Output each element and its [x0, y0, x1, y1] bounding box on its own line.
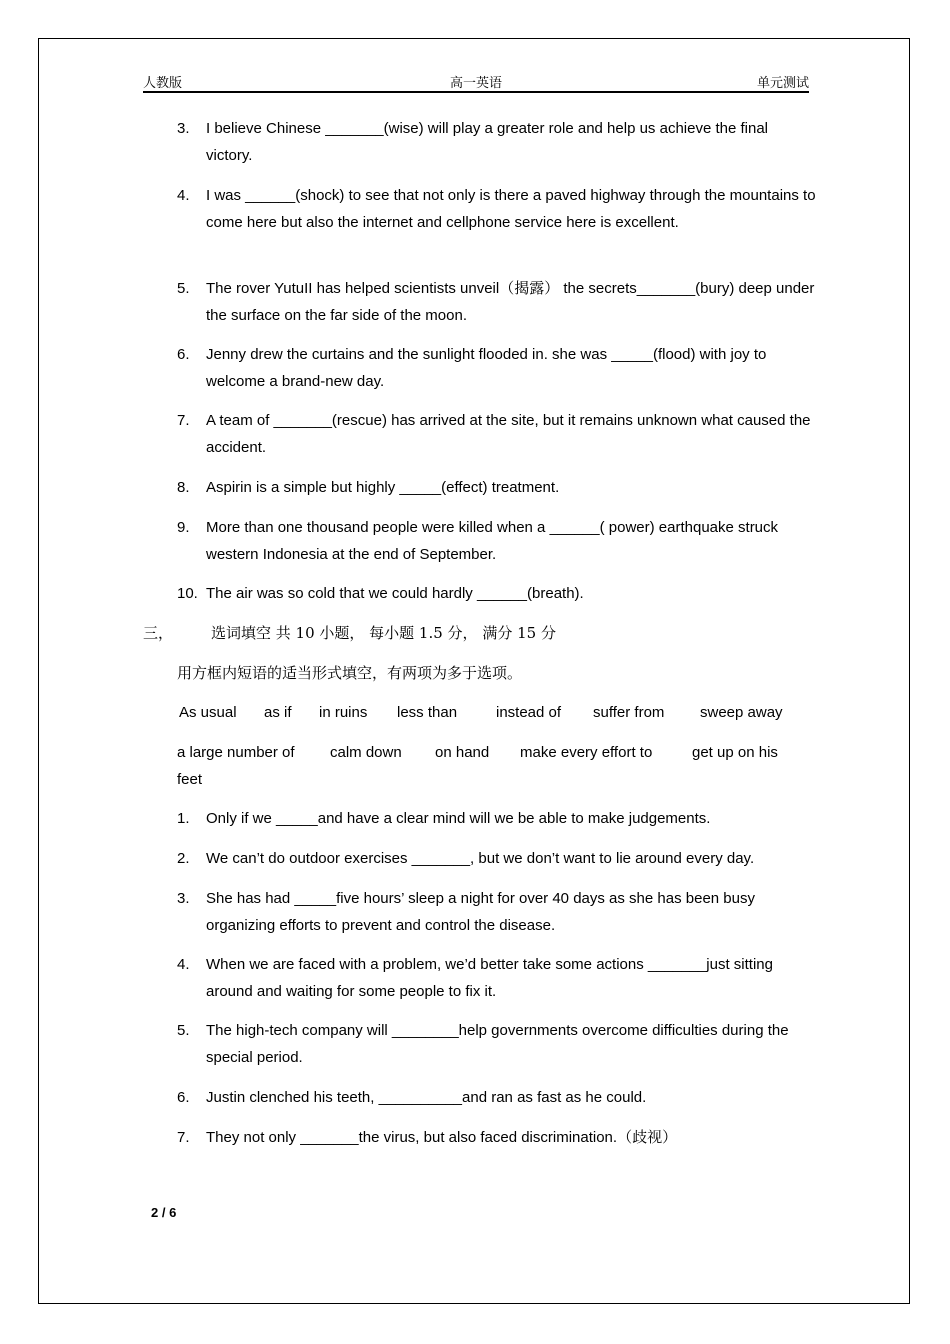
question-number: 7. — [177, 412, 190, 429]
question-item — [177, 885, 817, 939]
question-item — [177, 514, 817, 568]
word-bank-phrase: get up on his — [692, 744, 778, 761]
question-text: The rover YutuII has helped scientists unveil（揭露） the secrets_______(bury) deep under the surface on the far side of the moon. — [206, 280, 815, 324]
word-bank-phrase: a large number of — [177, 744, 295, 761]
word-bank-phrase: sweep away — [700, 704, 783, 721]
question-item — [177, 805, 817, 832]
question-number: 9. — [177, 519, 190, 536]
question-text: When we are faced with a problem, we’d better take some actions _______just sitting around and waiting for some people to fix it. — [206, 956, 773, 1000]
question-text: Only if we _____and have a clear mind will we be able to make judgements. — [206, 810, 711, 827]
word-bank-phrase: as if — [264, 704, 292, 721]
word-bank-phrase: calm down — [330, 744, 402, 761]
section-title: 选词填空 共 10 小题， 每小题 1.5 分， 满分 15 分 — [211, 624, 556, 642]
question-number: 8. — [177, 479, 190, 496]
word-bank-row — [177, 766, 817, 793]
question-text: More than one thousand people were killed when a ______( power) earthquake struck western Indonesia at the end of September. — [206, 519, 779, 563]
question-item — [177, 1017, 817, 1071]
question-text: I was ______(shock) to see that not only is there a paved highway through the mountains to come here but also the internet and cellphone service here is excellent. — [206, 187, 816, 231]
question-text: We can’t do outdoor exercises _______, but we don’t want to lie around every day. — [206, 850, 755, 867]
question-text: Aspirin is a simple but highly _____(effect) treatment. — [206, 479, 560, 496]
section-heading — [143, 620, 556, 647]
question-item — [177, 1124, 817, 1151]
page-header — [143, 72, 809, 93]
word-bank-phrase: make every effort to — [520, 744, 653, 761]
page-number: 2 / 6 — [151, 1205, 177, 1220]
question-text: A team of _______(rescue) has arrived at the site, but it remains unknown what caused the accident. — [206, 412, 811, 456]
question-number: 3. — [177, 890, 190, 907]
question-text: Justin clenched his teeth, __________and ran as fast as he could. — [206, 1089, 647, 1106]
header-subject: 高一英语 — [449, 76, 502, 91]
word-bank-phrase: feet — [177, 771, 203, 788]
question-number: 1. — [177, 810, 190, 827]
question-text: The high-tech company will ________help governments overcome difficulties during the special period. — [206, 1022, 789, 1066]
header-test-type: 单元测试 — [756, 76, 809, 91]
question-text: The air was so cold that we could hardly ______(breath). — [206, 585, 584, 602]
question-number: 4. — [177, 956, 190, 973]
question-text: They not only _______the virus, but also faced discrimination.（歧视） — [206, 1129, 678, 1146]
word-bank-phrase: suffer from — [593, 704, 665, 721]
question-item — [177, 275, 817, 329]
section-instruction: 用方框内短语的适当形式填空，有两项为多于选项。 — [177, 665, 523, 682]
word-bank-phrase: in ruins — [319, 704, 368, 721]
question-item — [177, 580, 817, 607]
question-number: 2. — [177, 850, 190, 867]
question-text: I believe Chinese _______(wise) will play a greater role and help us achieve the final victory. — [206, 120, 769, 164]
question-text: She has had _____five hours’ sleep a night for over 40 days as she has been busy organizing efforts to prevent and control the disease. — [206, 890, 755, 934]
word-bank-phrase: on hand — [435, 744, 490, 761]
question-item — [177, 341, 817, 395]
question-item — [177, 115, 817, 169]
word-bank-phrase: instead of — [496, 704, 562, 721]
question-number: 6. — [177, 346, 190, 363]
question-number: 6. — [177, 1089, 190, 1106]
question-number: 5. — [177, 280, 190, 297]
question-number: 3. — [177, 120, 190, 137]
question-item — [177, 182, 817, 236]
question-item — [177, 845, 817, 872]
question-number: 10. — [177, 585, 198, 602]
section-number: 三， — [143, 624, 174, 642]
header-publisher: 人教版 — [143, 76, 183, 91]
word-bank-phrase: As usual — [179, 704, 237, 721]
question-text: Jenny drew the curtains and the sunlight flooded in. she was _____(flood) with joy to welcome a brand-new day. — [206, 346, 767, 390]
question-number: 7. — [177, 1129, 190, 1146]
word-bank-row — [177, 739, 817, 766]
question-number: 5. — [177, 1022, 190, 1039]
question-item — [177, 474, 817, 501]
question-number: 4. — [177, 187, 190, 204]
question-item — [177, 951, 817, 1005]
question-item — [177, 407, 817, 461]
word-bank-phrase: less than — [397, 704, 458, 721]
word-bank-row — [177, 699, 817, 726]
question-item — [177, 1084, 817, 1111]
